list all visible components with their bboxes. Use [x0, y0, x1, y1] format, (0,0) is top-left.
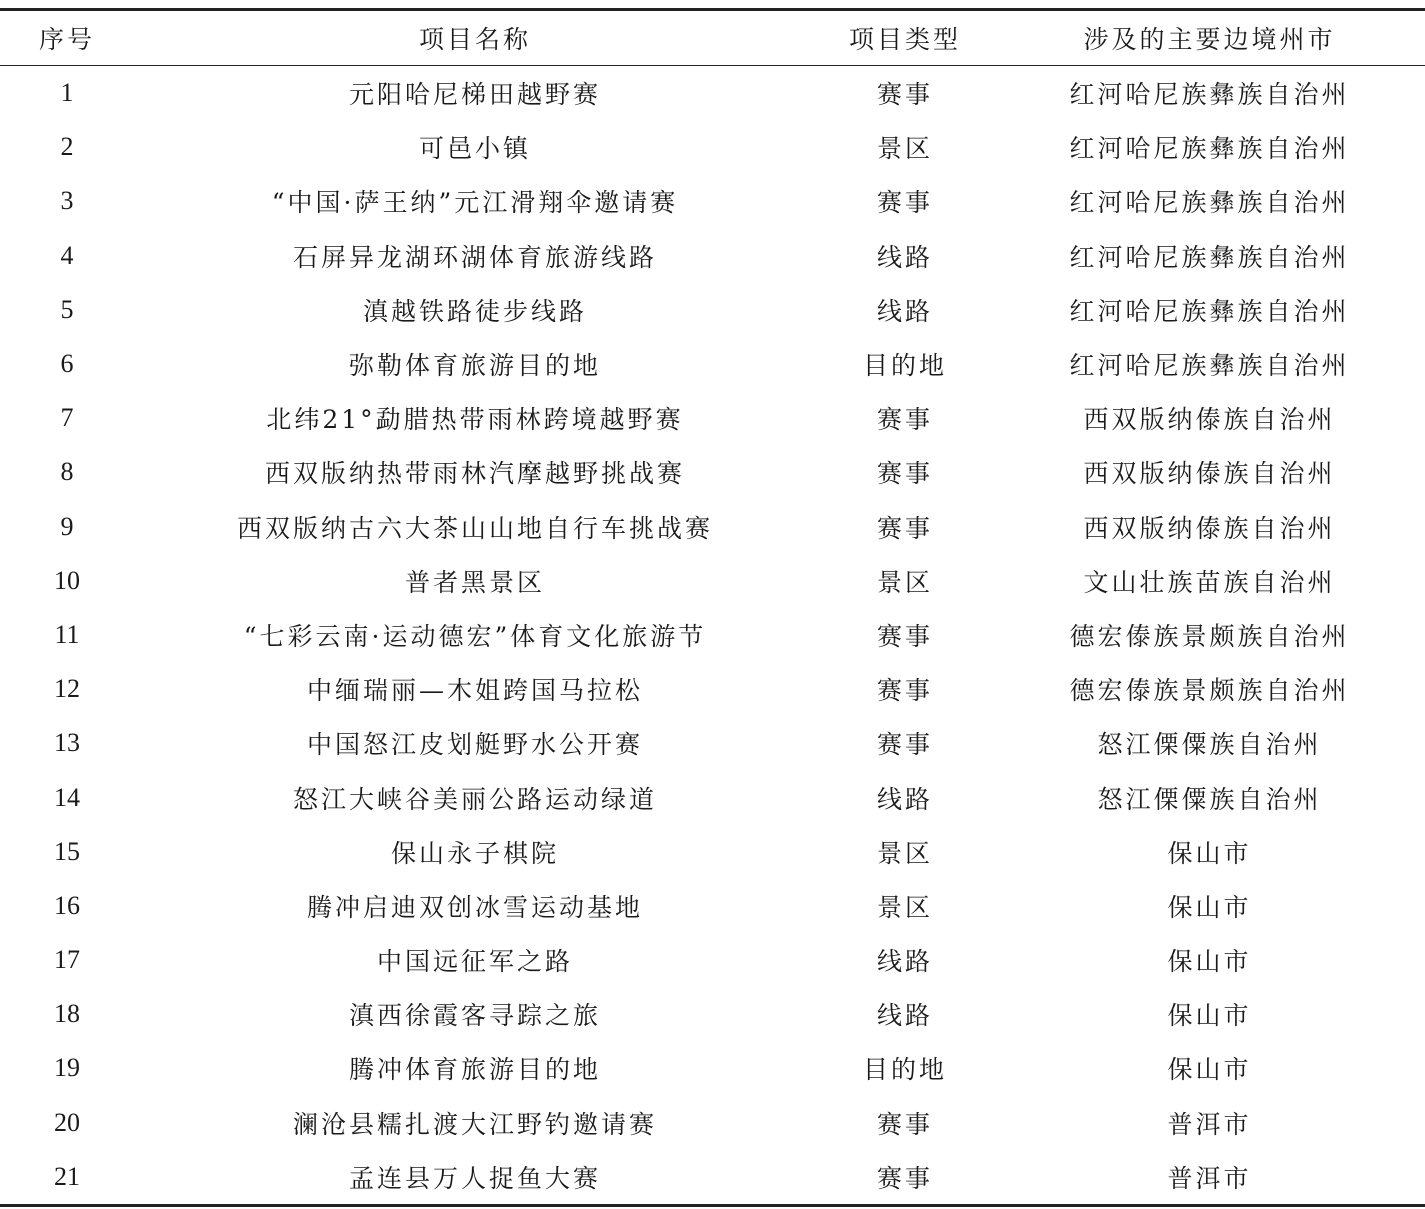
project-type-cell: 赛事 — [876, 676, 933, 706]
header-project-name: 项目名称 — [418, 25, 531, 54]
region-cell: 怒江傈僳族自治州 — [1097, 730, 1322, 760]
project-type-cell: 线路 — [876, 242, 933, 272]
table-row — [0, 229, 1425, 283]
project-name-cell: 澜沧县糯扎渡大江野钓邀请赛 — [292, 1109, 657, 1139]
region-cell: 红河哈尼族彝族自治州 — [1069, 242, 1350, 272]
table-row — [0, 337, 1425, 391]
table-header — [0, 10, 1425, 66]
region-cell: 普洱市 — [1167, 1109, 1252, 1139]
project-name-cell: 可邑小镇 — [418, 134, 531, 164]
project-name-cell: “中国·萨王纳”元江滑翔伞邀请赛 — [271, 188, 679, 218]
region-cell: 普洱市 — [1167, 1163, 1252, 1193]
table-row — [0, 987, 1425, 1041]
row-index-cell: 3 — [60, 186, 74, 216]
project-table-container — [0, 8, 1425, 1207]
project-type-cell: 线路 — [876, 1001, 933, 1031]
project-type-cell: 景区 — [876, 838, 933, 868]
row-index-cell: 1 — [60, 78, 74, 108]
project-type-cell: 赛事 — [876, 621, 933, 651]
row-index-cell: 12 — [54, 674, 80, 704]
project-name-cell: 西双版纳古六大茶山山地自行车挑战赛 — [236, 513, 713, 543]
project-name-cell: 弥勒体育旅游目的地 — [348, 351, 601, 381]
region-cell: 红河哈尼族彝族自治州 — [1069, 80, 1350, 110]
project-name-cell: “七彩云南·运动德宏”体育文化旅游节 — [243, 621, 707, 651]
project-type-cell: 景区 — [876, 892, 933, 922]
project-type-cell: 线路 — [876, 296, 933, 326]
project-type-cell: 赛事 — [876, 80, 933, 110]
table-row — [0, 933, 1425, 987]
header-region: 涉及的主要边境州市 — [1083, 25, 1336, 54]
region-cell: 西双版纳傣族自治州 — [1083, 405, 1336, 435]
project-name-cell: 普者黑景区 — [404, 567, 545, 597]
region-cell: 西双版纳傣族自治州 — [1083, 513, 1336, 543]
table-row — [0, 716, 1425, 770]
project-name-cell: 西双版纳热带雨林汽摩越野挑战赛 — [264, 459, 685, 489]
table-row — [0, 1150, 1425, 1206]
row-index-cell: 5 — [60, 294, 74, 324]
table-row — [0, 445, 1425, 499]
project-name-cell: 保山永子棋院 — [390, 838, 559, 868]
row-index-cell: 21 — [54, 1161, 80, 1191]
project-name-cell: 滇西徐霞客寻踪之旅 — [348, 1001, 601, 1031]
project-name-cell: 怒江大峡谷美丽公路运动绿道 — [292, 784, 657, 814]
table-row — [0, 879, 1425, 933]
region-cell: 保山市 — [1167, 838, 1252, 868]
row-index-cell: 18 — [54, 999, 80, 1029]
project-type-cell: 赛事 — [876, 188, 933, 218]
table-row — [0, 120, 1425, 174]
row-index-cell: 20 — [54, 1107, 80, 1137]
region-cell: 怒江傈僳族自治州 — [1097, 784, 1322, 814]
region-cell: 保山市 — [1167, 1001, 1252, 1031]
project-type-cell: 赛事 — [876, 1109, 933, 1139]
region-cell: 西双版纳傣族自治州 — [1083, 459, 1336, 489]
table-row — [0, 283, 1425, 337]
table-row — [0, 1096, 1425, 1150]
project-name-cell: 中缅瑞丽—木姐跨国马拉松 — [306, 676, 643, 706]
project-type-cell: 赛事 — [876, 513, 933, 543]
row-index-cell: 11 — [54, 619, 80, 649]
row-index-cell: 17 — [54, 945, 80, 975]
table-row — [0, 554, 1425, 608]
project-type-cell: 线路 — [876, 947, 933, 977]
table-row — [0, 608, 1425, 662]
region-cell: 文山壮族苗族自治州 — [1083, 567, 1336, 597]
region-cell: 红河哈尼族彝族自治州 — [1069, 351, 1350, 381]
region-cell: 保山市 — [1167, 892, 1252, 922]
project-name-cell: 中国怒江皮划艇野水公开赛 — [306, 730, 643, 760]
project-type-cell: 景区 — [876, 567, 933, 597]
region-cell: 红河哈尼族彝族自治州 — [1069, 296, 1350, 326]
header-row — [0, 10, 1425, 66]
project-type-cell: 线路 — [876, 784, 933, 814]
project-name-cell: 孟连县万人捉鱼大赛 — [348, 1163, 601, 1193]
table-row — [0, 391, 1425, 445]
table-row — [0, 500, 1425, 554]
project-name-cell: 北纬21°勐腊热带雨林跨境越野赛 — [266, 405, 684, 435]
row-index-cell: 2 — [60, 132, 74, 162]
row-index-cell: 14 — [54, 782, 80, 812]
row-index-cell: 13 — [54, 728, 80, 758]
header-index: 序号 — [38, 25, 95, 54]
table-row — [0, 770, 1425, 824]
project-type-cell: 目的地 — [862, 1055, 947, 1085]
row-index-cell: 15 — [54, 836, 80, 866]
row-index-cell: 6 — [60, 349, 74, 379]
project-type-cell: 赛事 — [876, 730, 933, 760]
table-body — [0, 66, 1425, 1206]
project-type-cell: 赛事 — [876, 1163, 933, 1193]
region-cell: 红河哈尼族彝族自治州 — [1069, 134, 1350, 164]
row-index-cell: 7 — [60, 403, 74, 433]
table-row — [0, 66, 1425, 121]
project-table — [0, 8, 1425, 1207]
header-project-type: 项目类型 — [848, 25, 961, 54]
region-cell: 德宏傣族景颇族自治州 — [1069, 621, 1350, 651]
region-cell: 保山市 — [1167, 947, 1252, 977]
table-row — [0, 662, 1425, 716]
table-row — [0, 1041, 1425, 1095]
row-index-cell: 9 — [60, 511, 74, 541]
project-type-cell: 景区 — [876, 134, 933, 164]
project-name-cell: 中国远征军之路 — [376, 947, 573, 977]
table-row — [0, 825, 1425, 879]
project-type-cell: 赛事 — [876, 459, 933, 489]
row-index-cell: 19 — [54, 1053, 80, 1083]
project-name-cell: 腾冲启迪双创冰雪运动基地 — [306, 892, 643, 922]
row-index-cell: 8 — [60, 457, 74, 487]
project-name-cell: 元阳哈尼梯田越野赛 — [348, 80, 601, 110]
project-name-cell: 石屏异龙湖环湖体育旅游线路 — [292, 242, 657, 272]
region-cell: 保山市 — [1167, 1055, 1252, 1085]
region-cell: 德宏傣族景颇族自治州 — [1069, 676, 1350, 706]
project-type-cell: 目的地 — [862, 351, 947, 381]
project-name-cell: 滇越铁路徒步线路 — [362, 296, 587, 326]
row-index-cell: 4 — [60, 240, 74, 270]
project-type-cell: 赛事 — [876, 405, 933, 435]
row-index-cell: 10 — [54, 565, 80, 595]
row-index-cell: 16 — [54, 890, 80, 920]
table-row — [0, 174, 1425, 228]
region-cell: 红河哈尼族彝族自治州 — [1069, 188, 1350, 218]
project-name-cell: 腾冲体育旅游目的地 — [348, 1055, 601, 1085]
